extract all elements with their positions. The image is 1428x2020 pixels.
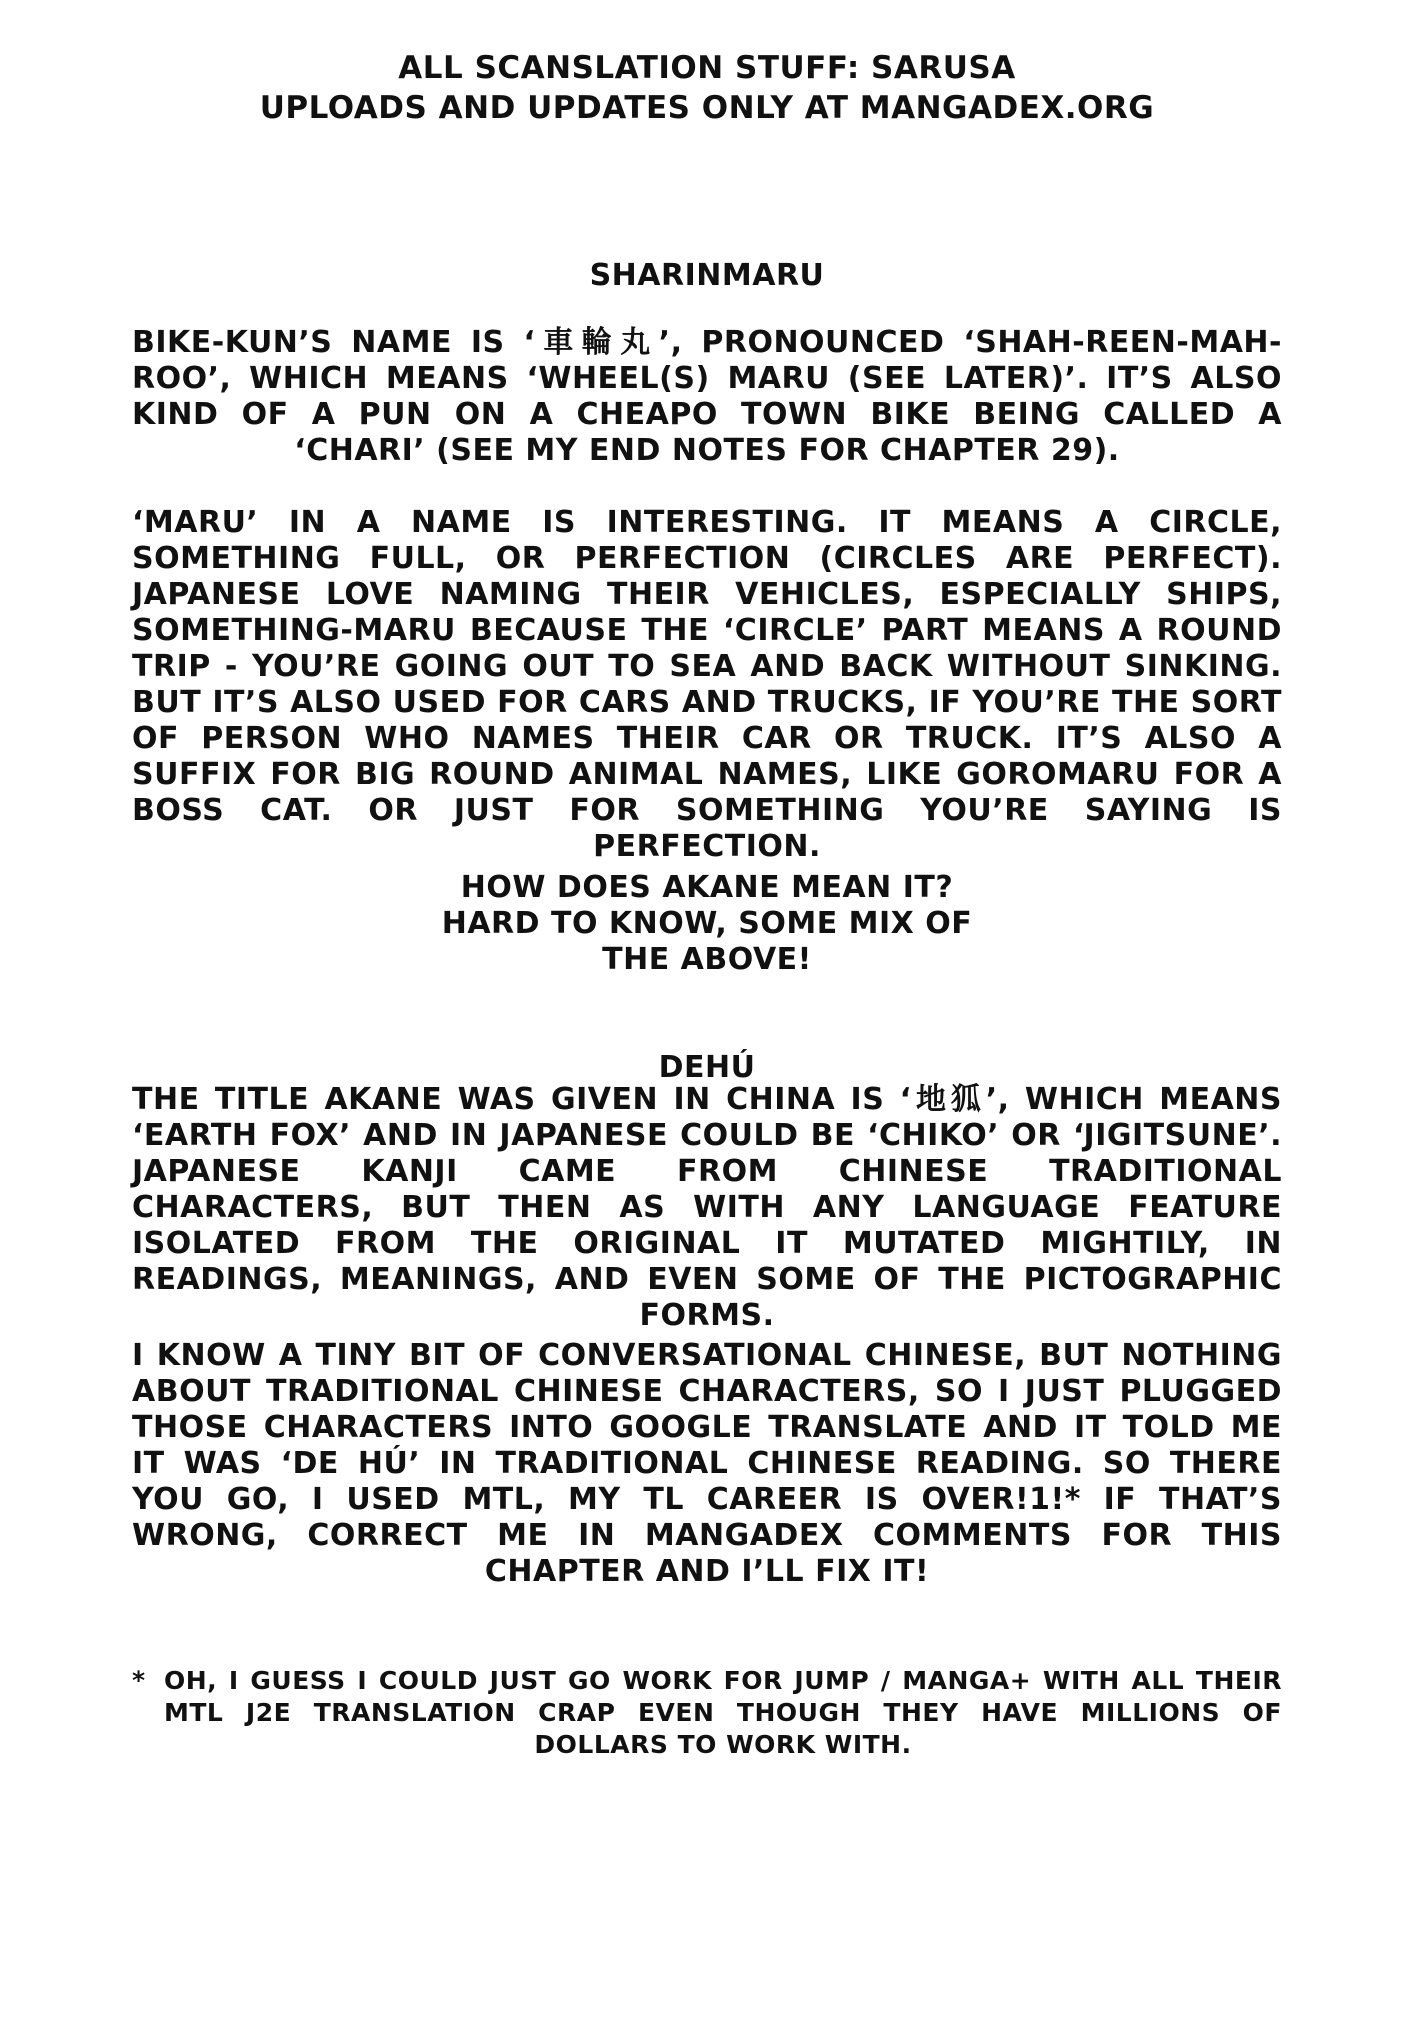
section-title-sharinmaru: SHARINMARU: [589, 258, 825, 293]
credits-line: ALL SCANSLATION STUFF: SARUSA: [398, 50, 1016, 86]
paragraph-maru-meaning: ‘MARU’ IN A NAME IS INTERESTING. IT MEANS A CIRCLE, SOMETHING FULL, OR PERFECTION (CIRCLES ARE PERFECT). JAPANESE LOVE NAMING THEIR VEHICLES, ESPECIALLY SHIPS, SOMETHING-MARU BECAUSE THE ‘CIRCLE’ PART MEANS A ROUND TRIP - YOU’RE GOING OUT TO SEA AND BACK WITHOUT SINKING. BUT IT’S ALSO USED FOR CARS AND TRUCKS, IF YOU’RE THE SORT OF PERSON WHO NAMES THEIR CAR OR TRUCK. IT’S ALSO A SUFFIX FOR BIG ROUND ANIMAL NAMES, LIKE GOROMARU FOR A BOSS CAT. OR JUST FOR SOMETHING YOU’RE SAYING IS PERFECTION.: [132, 505, 1282, 864]
paragraph-translation-note: I KNOW A TINY BIT OF CONVERSATIONAL CHINESE, BUT NOTHING ABOUT TRADITIONAL CHINESE CHARACTERS, SO I JUST PLUGGED THOSE CHARACTERS INTO GOOGLE TRANSLATE AND IT TOLD ME IT WAS ‘DE HÚ’ IN TRADITIONAL CHINESE READING. SO THERE YOU GO, I USED MTL, MY TL CAREER IS OVER!1!* IF THAT’S WRONG, CORRECT ME IN MANGADEX COMMENTS FOR THIS CHAPTER AND I’LL FIX IT!: [132, 1338, 1282, 1589]
footnote-text: OH, I GUESS I COULD JUST GO WORK FOR JUMP / MANGA+ WITH ALL THEIR MTL J2E TRANSLATION CRAP EVEN THOUGH THEY HAVE MILLIONS OF DOLLARS TO WORK WITH.: [164, 1666, 1282, 1759]
uploads-notice-line: UPLOADS AND UPDATES ONLY AT MANGADEX.ORG: [259, 90, 1155, 126]
section-title-dehu: DEHÚ: [658, 1050, 756, 1085]
paragraph-akane-question: HOW DOES AKANE MEAN IT? HARD TO KNOW, SOME MIX OF THE ABOVE!: [441, 870, 973, 977]
paragraph-sharinmaru-name: BIKE-KUN’S NAME IS ‘車輪丸’, PRONOUNCED ‘SHAH-REEN-MAH-ROO’, WHICH MEANS ‘WHEEL(S) MARU (SEE LATER)’. IT’S ALSO KIND OF A PUN ON A CHEAPO TOWN BIKE BEING CALLED A ‘CHARI’ (SEE MY END NOTES FOR CHAPTER 29).: [132, 325, 1282, 468]
footnote: [132, 1665, 1282, 1761]
credits-header: [132, 48, 1282, 128]
paragraph-earth-fox-title: THE TITLE AKANE WAS GIVEN IN CHINA IS ‘地狐’, WHICH MEANS ‘EARTH FOX’ AND IN JAPANESE COULD BE ‘CHIKO’ OR ‘JIGITSUNE’. JAPANESE KANJI CAME FROM CHINESE TRADITIONAL CHARACTERS, BUT THEN AS WITH ANY LANGUAGE FEATURE ISOLATED FROM THE ORIGINAL IT MUTATED MIGHTILY, IN READINGS, MEANINGS, AND EVEN SOME OF THE PICTOGRAPHIC FORMS.: [132, 1082, 1282, 1333]
footnote-marker: *: [132, 1666, 146, 1695]
